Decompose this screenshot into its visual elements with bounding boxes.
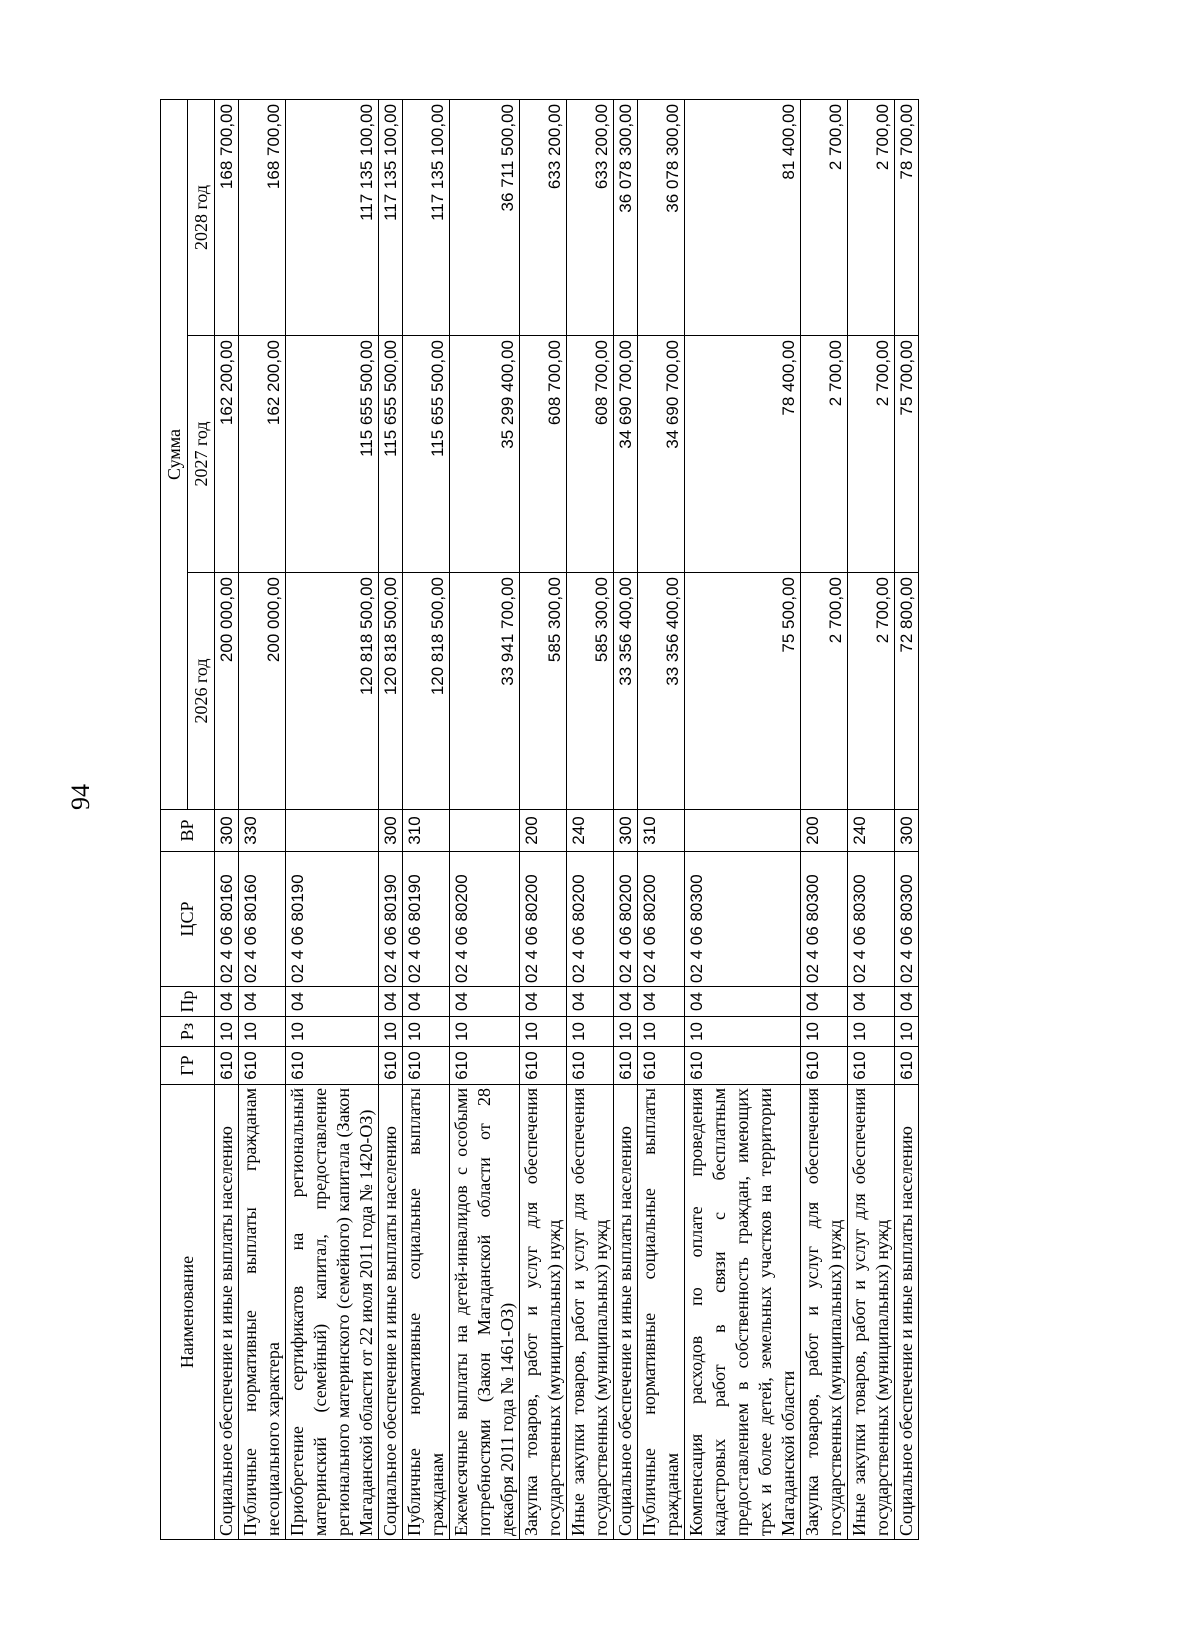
page-number: 94 xyxy=(66,784,95,810)
header-2026: 2026 год xyxy=(188,573,215,810)
row-csr: 02 4 06 80190 xyxy=(403,852,450,987)
row-sum-2027: 75 700,00 xyxy=(895,336,919,573)
row-csr: 02 4 06 80200 xyxy=(567,852,614,987)
row-pr: 04 xyxy=(848,987,895,1017)
row-rz: 10 xyxy=(450,1017,520,1047)
row-name: Социальное обеспечение и иные выплаты населению xyxy=(895,1085,919,1540)
table-row xyxy=(848,99,895,1539)
row-sum-2027: 2 700,00 xyxy=(801,336,848,573)
header-csr: ЦСР xyxy=(161,852,215,987)
row-rz: 10 xyxy=(286,1017,379,1047)
row-rz: 10 xyxy=(403,1017,450,1047)
row-pr: 04 xyxy=(403,987,450,1017)
header-2028: 2028 год xyxy=(188,99,215,335)
row-rz: 10 xyxy=(567,1017,614,1047)
row-sum-2028: 78 700,00 xyxy=(895,99,919,335)
row-sum-2026: 200 000,00 xyxy=(239,573,286,810)
row-vr: 240 xyxy=(848,810,895,852)
header-rz: Рз xyxy=(161,1017,215,1047)
row-rz: 10 xyxy=(520,1017,567,1047)
row-sum-2026: 2 700,00 xyxy=(848,573,895,810)
row-sum-2027: 34 690 700,00 xyxy=(638,336,685,573)
rotated-page-content xyxy=(160,100,1050,1540)
row-sum-2026: 120 818 500,00 xyxy=(286,573,379,810)
row-sum-2028: 117 135 100,00 xyxy=(286,99,379,335)
row-rz: 10 xyxy=(638,1017,685,1047)
row-sum-2028: 168 700,00 xyxy=(239,99,286,335)
row-gr: 610 xyxy=(848,1047,895,1085)
row-csr: 02 4 06 80200 xyxy=(614,852,638,987)
row-sum-2027: 115 655 500,00 xyxy=(403,336,450,573)
row-gr: 610 xyxy=(614,1047,638,1085)
table-row xyxy=(286,99,379,1539)
row-gr: 610 xyxy=(239,1047,286,1085)
table-row xyxy=(450,99,520,1539)
row-sum-2026: 33 356 400,00 xyxy=(614,573,638,810)
row-name: Компенсация расходов по оплате проведения кадастровых работ в связи с бесплатным предоставлением в собственность граждан, имеющих трех и более детей, земельных участков на территории Магаданской области xyxy=(685,1085,801,1540)
row-csr: 02 4 06 80160 xyxy=(239,852,286,987)
row-gr: 610 xyxy=(895,1047,919,1085)
row-pr: 04 xyxy=(638,987,685,1017)
row-csr: 02 4 06 80200 xyxy=(638,852,685,987)
table-row xyxy=(801,99,848,1539)
row-pr: 04 xyxy=(239,987,286,1017)
row-csr: 02 4 06 80300 xyxy=(895,852,919,987)
row-gr: 610 xyxy=(520,1047,567,1085)
row-sum-2028: 36 078 300,00 xyxy=(614,99,638,335)
row-csr: 02 4 06 80160 xyxy=(215,852,239,987)
row-sum-2028: 81 400,00 xyxy=(685,99,801,335)
table-row xyxy=(567,99,614,1539)
row-name: Социальное обеспечение и иные выплаты населению xyxy=(614,1085,638,1540)
row-vr: 310 xyxy=(638,810,685,852)
row-sum-2026: 33 356 400,00 xyxy=(638,573,685,810)
row-sum-2028: 117 135 100,00 xyxy=(403,99,450,335)
row-sum-2026: 72 800,00 xyxy=(895,573,919,810)
row-csr: 02 4 06 80190 xyxy=(379,852,403,987)
row-rz: 10 xyxy=(215,1017,239,1047)
row-gr: 610 xyxy=(685,1047,801,1085)
row-sum-2026: 585 300,00 xyxy=(567,573,614,810)
table-row xyxy=(638,99,685,1539)
row-vr: 300 xyxy=(614,810,638,852)
row-sum-2028: 633 200,00 xyxy=(567,99,614,335)
row-name: Иные закупки товаров, работ и услуг для обеспечения государственных (муниципальных) нужд xyxy=(567,1085,614,1540)
row-pr: 04 xyxy=(614,987,638,1017)
row-csr: 02 4 06 80300 xyxy=(801,852,848,987)
row-gr: 610 xyxy=(403,1047,450,1085)
row-sum-2027: 115 655 500,00 xyxy=(286,336,379,573)
row-sum-2027: 34 690 700,00 xyxy=(614,336,638,573)
row-pr: 04 xyxy=(450,987,520,1017)
row-name: Публичные нормативные социальные выплаты гражданам xyxy=(638,1085,685,1540)
row-csr: 02 4 06 80200 xyxy=(520,852,567,987)
row-name: Приобретение сертификатов на региональный материнский (семейный) капитал, предоставление регионального материнского (семейного) капитала (Закон Магаданской области от 22 июля 2011 года № 1420-ОЗ) xyxy=(286,1085,379,1540)
row-name: Социальное обеспечение и иные выплаты населению xyxy=(379,1085,403,1540)
header-vr: ВР xyxy=(161,810,215,852)
row-vr: 300 xyxy=(895,810,919,852)
row-name: Публичные нормативные выплаты гражданам несоциального характера xyxy=(239,1085,286,1540)
row-pr: 04 xyxy=(801,987,848,1017)
row-sum-2026: 585 300,00 xyxy=(520,573,567,810)
row-sum-2028: 633 200,00 xyxy=(520,99,567,335)
row-sum-2027: 608 700,00 xyxy=(567,336,614,573)
row-name: Иные закупки товаров, работ и услуг для обеспечения государственных (муниципальных) нужд xyxy=(848,1085,895,1540)
header-gr: ГР xyxy=(161,1047,215,1085)
table-body xyxy=(215,99,919,1539)
row-gr: 610 xyxy=(638,1047,685,1085)
row-vr xyxy=(450,810,520,852)
row-sum-2027: 608 700,00 xyxy=(520,336,567,573)
table-row xyxy=(614,99,638,1539)
header-2027: 2027 год xyxy=(188,336,215,573)
row-sum-2027: 2 700,00 xyxy=(848,336,895,573)
table-row xyxy=(520,99,567,1539)
row-gr: 610 xyxy=(215,1047,239,1085)
row-pr: 04 xyxy=(379,987,403,1017)
row-rz: 10 xyxy=(379,1017,403,1047)
row-sum-2026: 120 818 500,00 xyxy=(379,573,403,810)
table-row xyxy=(403,99,450,1539)
row-sum-2028: 2 700,00 xyxy=(848,99,895,335)
row-gr: 610 xyxy=(801,1047,848,1085)
row-vr: 310 xyxy=(403,810,450,852)
budget-table xyxy=(160,99,919,1540)
row-sum-2027: 78 400,00 xyxy=(685,336,801,573)
row-sum-2028: 168 700,00 xyxy=(215,99,239,335)
row-vr xyxy=(286,810,379,852)
row-vr: 200 xyxy=(520,810,567,852)
header-pr: Пр xyxy=(161,987,215,1017)
row-sum-2027: 162 200,00 xyxy=(239,336,286,573)
row-rz: 10 xyxy=(801,1017,848,1047)
table-row xyxy=(895,99,919,1539)
row-pr: 04 xyxy=(567,987,614,1017)
row-pr: 04 xyxy=(286,987,379,1017)
row-rz: 10 xyxy=(239,1017,286,1047)
row-name: Закупка товаров, работ и услуг для обеспечения государственных (муниципальных) нужд xyxy=(520,1085,567,1540)
row-vr: 240 xyxy=(567,810,614,852)
table-row xyxy=(215,99,239,1539)
row-vr: 300 xyxy=(379,810,403,852)
row-sum-2026: 33 941 700,00 xyxy=(450,573,520,810)
row-rz: 10 xyxy=(685,1017,801,1047)
row-sum-2028: 36 711 500,00 xyxy=(450,99,520,335)
table-header xyxy=(161,99,215,1539)
row-name: Социальное обеспечение и иные выплаты населению xyxy=(215,1085,239,1540)
header-name: Наименование xyxy=(161,1085,215,1540)
row-sum-2026: 200 000,00 xyxy=(215,573,239,810)
row-pr: 04 xyxy=(215,987,239,1017)
row-sum-2028: 117 135 100,00 xyxy=(379,99,403,335)
row-gr: 610 xyxy=(379,1047,403,1085)
row-gr: 610 xyxy=(286,1047,379,1085)
row-sum-2028: 36 078 300,00 xyxy=(638,99,685,335)
row-rz: 10 xyxy=(614,1017,638,1047)
row-vr xyxy=(685,810,801,852)
header-sum: Сумма xyxy=(161,99,188,809)
row-gr: 610 xyxy=(567,1047,614,1085)
row-vr: 300 xyxy=(215,810,239,852)
row-name: Публичные нормативные социальные выплаты гражданам xyxy=(403,1085,450,1540)
row-sum-2026: 2 700,00 xyxy=(801,573,848,810)
row-sum-2028: 2 700,00 xyxy=(801,99,848,335)
row-csr: 02 4 06 80300 xyxy=(848,852,895,987)
row-sum-2026: 75 500,00 xyxy=(685,573,801,810)
row-name: Ежемесячные выплаты на детей-инвалидов с особыми потребностями (Закон Магаданской области от 28 декабря 2011 года № 1461-ОЗ) xyxy=(450,1085,520,1540)
row-rz: 10 xyxy=(895,1017,919,1047)
table-row xyxy=(379,99,403,1539)
row-vr: 330 xyxy=(239,810,286,852)
row-csr: 02 4 06 80190 xyxy=(286,852,379,987)
row-pr: 04 xyxy=(895,987,919,1017)
row-rz: 10 xyxy=(848,1017,895,1047)
row-name: Закупка товаров, работ и услуг для обеспечения государственных (муниципальных) нужд xyxy=(801,1085,848,1540)
row-pr: 04 xyxy=(520,987,567,1017)
table-row xyxy=(685,99,801,1539)
row-sum-2027: 115 655 500,00 xyxy=(379,336,403,573)
row-gr: 610 xyxy=(450,1047,520,1085)
row-pr: 04 xyxy=(685,987,801,1017)
table-row xyxy=(239,99,286,1539)
row-csr: 02 4 06 80300 xyxy=(685,852,801,987)
row-vr: 200 xyxy=(801,810,848,852)
row-sum-2027: 162 200,00 xyxy=(215,336,239,573)
row-sum-2026: 120 818 500,00 xyxy=(403,573,450,810)
row-csr: 02 4 06 80200 xyxy=(450,852,520,987)
row-sum-2027: 35 299 400,00 xyxy=(450,336,520,573)
